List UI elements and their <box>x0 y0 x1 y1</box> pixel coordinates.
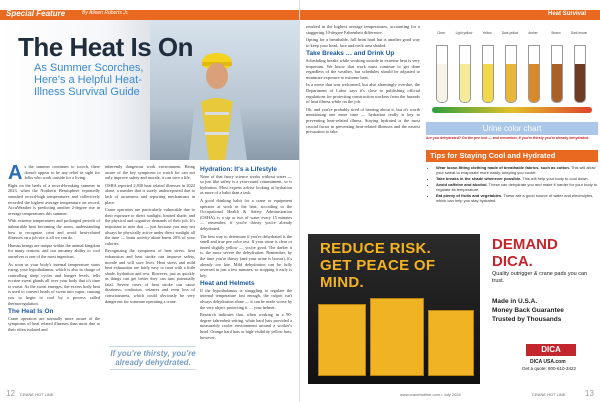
site-footer: www.cranehotline.com • July 2024 <box>400 392 461 397</box>
tips-title: Tips for Staying Cool and Hydrated <box>426 150 598 162</box>
paragraph: Right on the heels of a record-breaking summer in 2023, when the Northern Hemisphere repeatedly smashed record-high temperatures and collectively recorded the highest average temperature on record, AccuWeather is predicting another 2-degree rise in average temperatures this summer. <box>8 182 100 216</box>
magazine-name: CRANE HOT LINE <box>532 392 566 397</box>
section-label: Special Feature <box>6 9 66 18</box>
tip-item: • Eat plenty of fruits and vegetables. These are a good source of water and electrolytes, which can help you stay hydrated. <box>436 193 598 203</box>
tips-list <box>426 165 598 203</box>
column-3 <box>200 164 292 388</box>
tip-item: • Avoid caffeine and alcohol. These can dehydrate you and make it harder for your body to regulate its temperature. <box>436 182 598 192</box>
paragraph: Research indicates that, when working in a 90-degree fahrenheit setting, white hard hats provided a measurably cooler environment around a worker's head. Orange hard hats or high-visibility yellow hats, however, <box>200 312 292 340</box>
tube-fill <box>575 64 585 102</box>
crane-pad-image <box>370 298 424 376</box>
tube-label: Brown <box>551 31 561 35</box>
ad-claim: Trusted by Thousands <box>492 316 562 323</box>
urine-tube <box>482 45 494 103</box>
ad-url[interactable]: DICA USA.com <box>530 359 566 365</box>
urine-chart-caption <box>426 136 598 140</box>
column-4 <box>306 24 420 224</box>
paragraph: A good drinking habit for a crane or equipment operator at work in the heat, according to the Occupational Health & Safety Administration (OSHA), is a sip or two of water every 15 minutes — remember, if you're thirsty you're already dehydrated. <box>200 197 292 231</box>
tip-item: • Wear loose-fitting clothing made of breathable fabrics, such as cotton. This will allow your sweat to evaporate more easily, keeping you cooler. <box>436 165 598 175</box>
article-title: The Heat Is On <box>18 32 194 62</box>
ad-claims <box>492 297 594 324</box>
dica-advertisement <box>300 228 600 390</box>
paragraph: Crane operators are particularly vulnerable due to their exposure to direct sunlight, limited shade, and the physical and cognitive demands of their job. It's important to note that — just because you may not always be physically active under direct sunlight all the time — brain activity alone burns 20% of your calories. <box>105 207 195 246</box>
ad-quote-line: Get a quote: 800-610-3422 <box>522 366 577 371</box>
ad-claim: Made in U.S.A. <box>492 298 538 305</box>
paragraph: resulted in the highest average temperatures, accounting for a staggering 10-degree Fahrenheit difference. <box>306 24 420 35</box>
paragraph: OSHA reported 2,830 heat related illnesses in 2022 alone, a number that is surely underreported due to lack of awareness and reporting mechanisms in place. <box>105 182 195 205</box>
crane-pad-image <box>318 304 366 376</box>
ad-image-panel <box>308 234 480 384</box>
tube-fill <box>460 64 470 102</box>
section-label: Heat Survival <box>548 11 587 17</box>
magazine-name: CRANE HOT LINE <box>20 392 54 397</box>
tube-label: Clear <box>437 31 445 35</box>
page-number: 12 <box>6 389 15 398</box>
urine-tube <box>459 45 471 103</box>
tube-label: Yellow <box>482 31 492 35</box>
column-1 <box>8 164 100 388</box>
urine-chart-title: Urine color chart <box>426 122 598 135</box>
byline: By Aileen Roberts Jr. <box>82 10 129 16</box>
ad-headline-2: GET PEACE OF MIND. <box>320 257 436 291</box>
tube-fill <box>437 64 447 102</box>
tube-label: Light yellow <box>455 31 473 35</box>
urine-tube <box>528 45 540 103</box>
section-heading: Hydration: It's a Lifestyle <box>200 166 278 173</box>
paragraph: None of that fancy science works without water — so just like safety is a year-round commitment, so is hydration. Most experts advise looking at hydration as more of a habit than a task. <box>200 173 292 196</box>
paragraph: With extreme temperatures and prolonged periods of unbearable heat becoming the norm, understanding how to recognize, treat and avoid heat-related illnesses on a job site is all we can do. <box>8 218 100 241</box>
crane-pad-image <box>428 310 474 376</box>
ad-claim: Money Back Guarantee <box>492 307 564 314</box>
paragraph: If the hypothalamus is struggling to regulate the internal temperature fast enough, the culprit isn't always dehydration alone — it can be made worse by the very object protecting it … your helmet. <box>200 287 292 310</box>
urine-tube <box>574 45 586 103</box>
paragraph: Opting for a breathable, full brim hard hat is another good way to keep your head, face and neck area shaded. <box>306 37 420 48</box>
tube-label: Dark yellow <box>501 31 519 35</box>
tube-fill <box>483 64 493 102</box>
paragraph: inherently dangerous work environment. Being aware of the key symptoms to watch for can not only improve safety and morale, it can save a life. <box>105 164 195 181</box>
section-heading: Take Breaks … and Drink Up <box>306 50 395 58</box>
paragraph: As soon as your body's internal temperature starts rising, your hypothalamus, which is also in charge of controlling sleep cycles and hunger levels, tells eccrine sweat glands all over your body that it's time to sweat. As the sweat emerges, the excess body heat is used to convert beads of sweat into vapor, causing you to begin to cool by a process called thermoregulation. <box>8 261 100 306</box>
paragraph: s the summer continues to scorch, there doesn't appear to be any relief in sight for folks who work outside for a living. <box>24 164 100 181</box>
hydration-scale <box>432 107 592 113</box>
right-page <box>300 0 600 402</box>
urine-tube <box>505 45 517 103</box>
ad-headline <box>320 240 480 291</box>
pull-quote: If you're thirsty, you're already dehydrated. <box>110 346 196 370</box>
urine-tube <box>551 45 563 103</box>
paragraph: In a move that was welcomed, but also alarmingly overdue, the Department of Labor says it's close to publishing official regulations for protecting construction workers from the hazards of heat illness while on the job. <box>306 82 420 105</box>
ad-headline-1: REDUCE RISK. <box>320 240 432 257</box>
paragraph: Recognizing the symptoms of heat stress, heat exhaustion and heat stroke can improve safety, morale and will save lives. Heat stress and mild heat exhaustion are fairly easy to treat with a little shade, hydration and rest. However, just as quickly as things can get better they can turn potentially fatal. Severe cases of heat stroke can cause dizziness, confusion, seizures and even loss of consciousness, which could obviously be very dangerous for someone operating a crane. <box>105 248 195 304</box>
paragraph: The best way to determine if you're dehydrated is the smell and true pee color test. If your urine is clear or tinted slightly yellow — you're good. The darker it is, the more severe the dehydration. Remember, by the time you're thirsty (and your urine is brown), it's already too late. Mild dehydration can be fully reversed in just a few minutes, so stopping it early is key. <box>200 233 292 278</box>
section-heading: The Heat Is On <box>8 308 54 316</box>
tube-label: Dark brown <box>570 31 588 35</box>
page-number: 13 <box>585 389 594 398</box>
dica-logo: DICA <box>526 344 576 356</box>
tube-label: Amber <box>528 31 538 35</box>
tube-fill <box>529 64 539 102</box>
tip-item: • Take breaks in the shade whenever possible. This will help your body to cool down. <box>436 176 598 181</box>
column-2 <box>105 164 195 344</box>
section-heading: Heat and Helmets <box>200 280 255 288</box>
ad-tagline: Quality outrigger & crane pads you can trust. <box>492 271 588 284</box>
paragraph: Human beings are unique within the animal kingdom for many reasons, and our uncanny ability to cool ourselves is one of the most ingenious. <box>8 242 100 259</box>
article-subtitle: As Summer Scorches, Here's a Helpful Heat-Illness Survival Guide <box>34 62 144 98</box>
caption-text: Are you dehydrated? On the pee test — and remember, if you're thirsty you're already dehydrated. <box>426 136 590 140</box>
paragraph: Oh, and you're probably tired of hearing about it, but it's worth mentioning one more time — hydration really is key to preventing heat-related illness. Staying hydrated is the most crucial factor in preventing heat-related illnesses and the easiest precaution to take. <box>306 106 420 135</box>
paragraph: Scheduling breaks while working outside in extreme heat is very important. We know that work must continue to get done regardless of the weather, but schedules should be adjusted to minimize exposure to extreme heat. <box>306 57 420 80</box>
urine-color-chart <box>426 23 598 148</box>
ad-text-panel <box>486 234 594 384</box>
urine-tube <box>436 45 448 103</box>
tube-fill <box>506 64 516 102</box>
dropcap: A <box>8 164 23 184</box>
tube-fill <box>552 64 562 102</box>
ad-brand-tag: DEMAND DICA. <box>492 236 558 270</box>
paragraph: Crane operators are normally more aware of the symptoms of heat related illnesses than most due to their often isolated and <box>8 315 100 333</box>
tips-box <box>426 150 598 228</box>
